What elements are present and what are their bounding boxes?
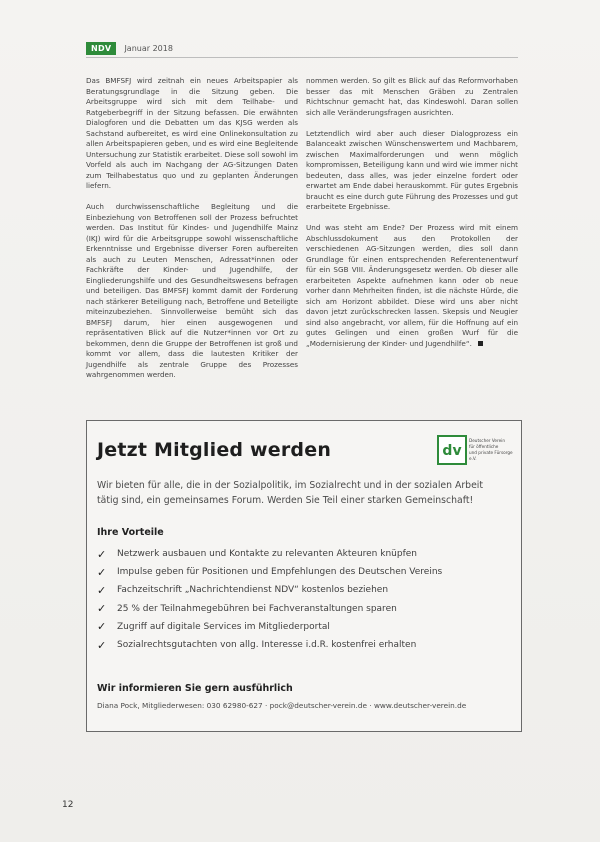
promo-intro: Wir bieten für alle, die in der Sozialpolitik, im Sozialrecht und in der sozialen Arbeit tätig sind, ein gemeinsames Forum. Werden Sie Teil einer starken Gemeinschaft! [97,480,484,506]
check-icon: ✓ [97,602,107,616]
benefit-item [97,563,507,581]
check-icon: ✓ [97,620,107,634]
check-icon: ✓ [97,565,107,579]
paragraph: Auch durchwissenschaftliche Begleitung und die Einbeziehung von Betroffenen soll der Prozess befruchtet werden. Das Institut für Kindes- und Jugendhilfe Mainz (IKJ) wird für die Arbeitsgruppe sowohl wissenschaftliche Erkenntnisse und Ergebnisse diverser Foren aufbereiten als auch zu Leuten Menschen, Adressat*innen oder Fachkräfte der Kinder- und Jugendhilfe, der Eingliederungshilfe und des Gesundheitswesens befragen und beteiligen. Das BMFSFJ kommt damit der Forderung nach stärkerer Beteiligung nach, Betroffene und Beteiligte miteinzubeziehen. Sinnvollerweise bemüht sich das BMFSFJ darum, hier einen ausgewogenen und repräsentativen Blick auf die Nutzer*innen vor Ort zu bekommen, denn die Gruppe der Betroffenen ist groß und kommt vor allem, dass die lautesten Kritiker der Jugendhilfe als zentrale Gruppe des Prozesses wahrgenommen werden. [86,202,298,379]
end-mark-icon [478,341,483,346]
benefit-text: Fachzeitschrift „Nachrichtendienst NDV“ kostenlos beziehen [117,585,389,596]
benefit-item [97,581,507,599]
dv-logo-icon [437,435,467,465]
paragraph: Das BMFSFJ wird zeitnah ein neues Arbeitspapier als Beratungsgrundlage in die Sitzung geben. Die Arbeitsgruppe wird sich mit dem Teilhabe- und Ratgeberbegriff in der Sitzung befassen. Die erwähnten Dialogforen und die Debatten um das KJSG werden als Sachstand aufbereitet, es wird eine Onlinekonsultation zu allen Arbeitspapieren geben, und es wird eine Begleitende Untersuchung zur Statistik erarbeitet. Diese soll sowohl im Vorfeld als auch im Nachgang der AG-Sitzungen Daten zum Teilhabestatus quo und zu geplanten Änderungen liefern. [86,76,298,190]
benefit-text: Zugriff auf digitale Services im Mitgliederportal [117,621,330,632]
promo-title: Jetzt Mitglied werden [97,439,332,461]
benefit-text: Sozialrechtsgutachten von allg. Interesse i.d.R. kostenfrei erhalten [117,640,417,651]
contact-heading: Wir informieren Sie gern ausführlich [97,683,293,694]
benefit-item [97,600,507,618]
contact-info: Diana Pock, Mitgliederwesen: 030 62980-627 · pock@deutscher-verein.de · www.deutscher-verein.de [97,701,467,710]
paragraph-text: Und was steht am Ende? Der Prozess wird mit einem Abschlussdokument aus den Protokollen der verschiedenen AG-Sitzungen werden, dies soll dann Grundlage für einen entsprechenden Referentenentwurf für ein SGB VIII. Änderungsgesetz werden. Ob dieser alle erarbeiteten Aspekte aufnehmen kann oder ob neue vorher dann Mehrheiten finden, ist die nächste Hürde, die sich am Horizont abbildet. Diese wird uns aber nicht davon jetzt zurückschrecken lassen. Skepsis und Neugier sind also angebracht, vor allem, für die Hoffnung auf ein gutes Gelingen und einen großen Wurf für die „Modernisierung der Kinder- und Jugendhilfe“. [306,223,518,348]
benefit-text: Impulse geben für Positionen und Empfehlungen des Deutschen Vereins [117,567,443,578]
paragraph-final [306,223,518,349]
check-icon: ✓ [97,638,107,652]
benefit-item [97,545,507,563]
logo-text [469,438,521,462]
benefit-item [97,618,507,636]
left-text-column [86,76,298,391]
deutscher-verein-logo [437,435,521,467]
check-icon: ✓ [97,583,107,597]
benefit-text: Netzwerk ausbauen und Kontakte zu relevanten Akteuren knüpfen [117,549,417,560]
benefit-item [97,636,507,654]
svg-text:dv: dv [442,443,462,459]
page-number: 12 [62,800,74,810]
ndv-badge: NDV [86,42,116,55]
page-header [86,41,173,55]
benefit-text: 25 % der Teilnahmegebühren bei Fachveranstaltungen sparen [117,603,397,614]
check-icon: ✓ [97,547,107,561]
logo-line: für öffentliche [469,444,499,449]
right-text-column [306,76,518,360]
issue-label: Januar 2018 [124,43,173,53]
benefits-heading: Ihre Vorteile [97,527,164,538]
logo-line: und private Fürsorge e.V. [469,450,513,461]
membership-promo-box [86,420,522,732]
paragraph: Letztendlich wird aber auch dieser Dialogprozess ein Balanceakt zwischen Wünschenswertem und Machbarem, zwischen Maximalforderungen und wenn möglich kompromissen, Beteiligung kann und wird wie immer nicht bedeuten, dass alles, was jeder einzelne fordert oder erwartet am Ende dabei herauskommt. Für gutes Ergebnis braucht es eine durch gute Führung des Prozesses und gut erarbeitete Ergebnisse. [306,128,518,211]
paragraph: nommen werden. So gilt es Blick auf das Reformvorhaben besser das mit Menschen Gräben zu Zentralen Richtschnur gemacht hat, das Kindeswohl. Daran sollen sich alle Veränderungsfragen ausrichten. [306,76,518,117]
logo-line: Deutscher Verein [469,438,506,443]
benefits-list [97,545,507,654]
header-divider [86,57,518,58]
